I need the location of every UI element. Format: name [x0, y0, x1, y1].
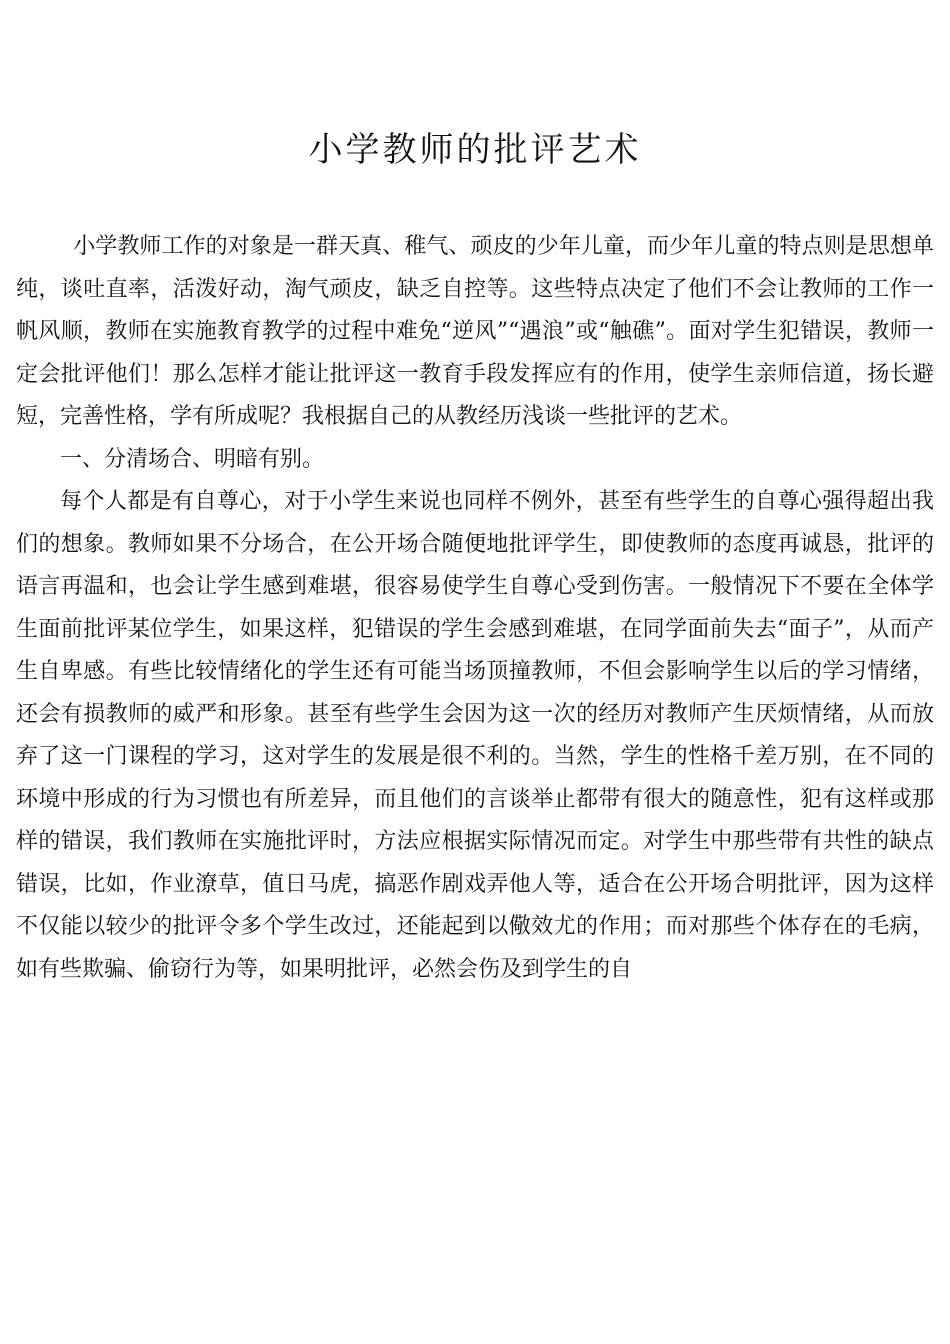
document-body	[16, 226, 934, 991]
section-1-heading: 一、分清场合、明暗有别。	[60, 446, 325, 472]
intro-paragraph: 小学教师工作的对象是一群天真、稚气、顽皮的少年儿童，而少年儿童的特点则是思想单纯，谈吐直率，活泼好动，淘气顽皮，缺乏自控等。这些特点决定了他们不会让教师的工作一帆风顺，教师在实施教育教学的过程中难免“逆风”“遇浪”或“触礁”。面对学生犯错误，教师一定会批评他们！那么怎样才能让批评这一教育手段发挥应有的作用，使学生亲师信道，扬长避短，完善性格，学有所成呢？我根据自己的从教经历浅谈一些批评的艺术。	[16, 234, 934, 429]
section-1-paragraph: 每个人都是有自尊心，对于小学生来说也同样不例外，甚至有些学生的自尊心强得超出我们的想象。教师如果不分场合，在公开场合随便地批评学生，即使教师的态度再诚恳，批评的语言再温和，也会让学生感到难堪，很容易使学生自尊心受到伤害。一般情况下不要在全体学生面前批评某位学生，如果这样，犯错误的学生会感到难堪，在同学面前失去“面子”，从而产生自卑感。有些比较情绪化的学生还有可能当场顶撞教师，不但会影响学生以后的学习情绪，还会有损教师的威严和形象。甚至有些学生会因为这一次的经历对教师产生厌烦情绪，从而放弃了这一门课程的学习，这对学生的发展是很不利的。当然，学生的性格千差万别，在不同的环境中形成的行为习惯也有所差异，而且他们的言谈举止都带有很大的随意性，犯有这样或那样的错误，我们教师在实施批评时，方法应根据实际情况而定。对学生中那些带有共性的缺点错误，比如，作业潦草，值日马虎，搞恶作剧戏弄他人等，适合在公开场合明批评，因为这样不仅能以较少的批评令多个学生改过，还能起到以儆效尤的作用；而对那些个体存在的毛病，如有些欺骗、偷窃行为等，如果明批评，必然会伤及到学生的自	[16, 489, 934, 982]
document-title: 小学教师的批评艺术	[308, 130, 642, 170]
